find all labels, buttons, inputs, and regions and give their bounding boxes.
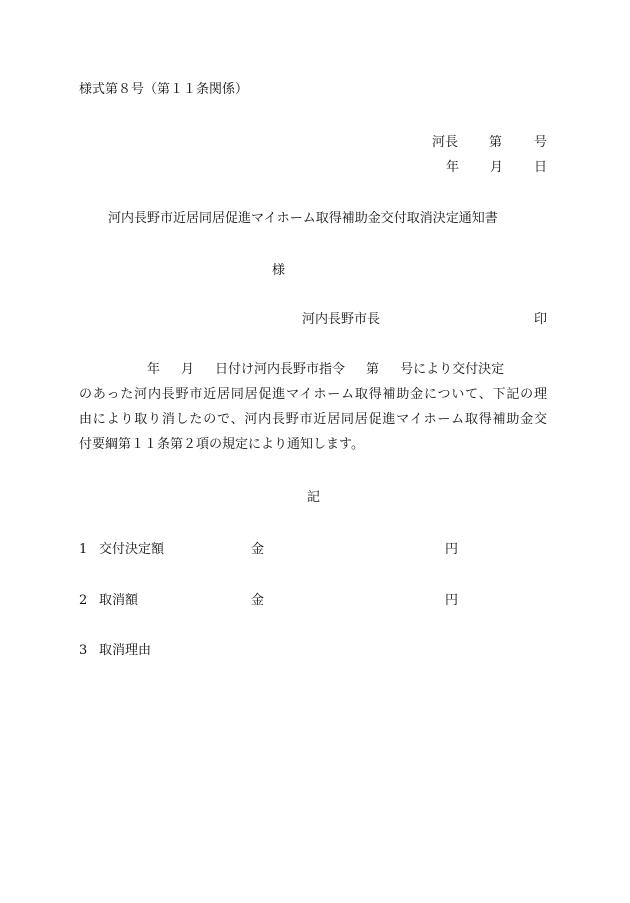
body-dai: 第 bbox=[366, 362, 380, 377]
body-dated: 日付け河内長野市指令 bbox=[215, 362, 346, 377]
date-month: 月 bbox=[489, 160, 503, 175]
item-en: 円 bbox=[445, 593, 459, 608]
item-kin: 金 bbox=[251, 542, 265, 557]
document-number-go: 号 bbox=[533, 135, 547, 150]
document-number-line bbox=[432, 136, 547, 149]
body-line-1 bbox=[79, 357, 547, 382]
body-rest: 号により交付決定 bbox=[400, 362, 505, 377]
recipient-suffix: 様 bbox=[272, 263, 286, 278]
item-number: 3 bbox=[79, 643, 88, 658]
item-en: 円 bbox=[445, 542, 459, 557]
document-title: 河内長野市近居同居促進マイホーム取得補助金交付取消決定通知書 bbox=[108, 211, 498, 226]
body-year: 年 bbox=[147, 362, 161, 377]
date-day: 日 bbox=[533, 160, 547, 175]
body-month: 月 bbox=[181, 362, 195, 377]
item-label-cancel-reason: 取消理由 bbox=[99, 643, 152, 658]
body-line-2: のあった河内長野市近居同居促進マイホーム取得補助金について、下記の理 bbox=[79, 387, 547, 402]
body-paragraph bbox=[79, 357, 547, 457]
item-label-grant-amount: 交付決定額 bbox=[99, 542, 165, 557]
ki-heading: 記 bbox=[307, 490, 321, 505]
item-number: 1 bbox=[79, 542, 88, 557]
document-number-dai: 第 bbox=[488, 135, 502, 150]
body-line-4: 付要綱第１１条第２項の規定により通知します。 bbox=[79, 437, 364, 452]
item-kin: 金 bbox=[251, 593, 265, 608]
seal-mark: 印 bbox=[533, 312, 547, 327]
item-label-cancel-amount: 取消額 bbox=[99, 593, 139, 608]
body-line-3: 由により取り消したので、河内長野市近居同居促進マイホーム取得補助金交 bbox=[79, 412, 547, 427]
issuer-name: 河内長野市長 bbox=[302, 312, 381, 327]
date-line bbox=[446, 161, 547, 174]
date-year: 年 bbox=[445, 160, 459, 175]
item-number: 2 bbox=[79, 593, 88, 608]
form-number: 様式第８号（第１１条関係） bbox=[79, 82, 249, 97]
document-number-prefix: 河長 bbox=[431, 135, 458, 150]
